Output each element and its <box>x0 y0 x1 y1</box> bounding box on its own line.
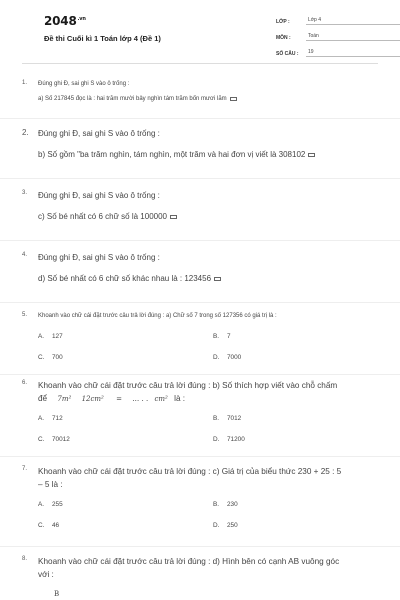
option-key: B. <box>213 333 220 341</box>
option-value: 70012 <box>52 436 70 444</box>
question-prompt: Khoanh vào chữ cái đặt trước câu trả lời đúng : c) Giá trị của biểu thức 230 + 25 : 5 <box>38 467 342 476</box>
option-key: B. <box>213 415 220 423</box>
math-unit: cm² <box>154 394 168 403</box>
option-key: A. <box>38 415 45 423</box>
answer-box[interactable] <box>230 97 237 101</box>
question-1 <box>22 80 380 105</box>
meta-label: LỚP : <box>276 19 290 25</box>
option-c[interactable] <box>38 436 70 443</box>
option-key: D. <box>213 522 220 530</box>
prompt-text: để <box>38 393 48 403</box>
question-divider <box>0 456 400 457</box>
math-equals: = <box>116 394 123 403</box>
meta-label: SỐ CÂU : <box>276 51 299 57</box>
option-value: 230 <box>227 501 238 509</box>
question-number: 3. <box>22 190 28 196</box>
option-value: 46 <box>52 522 60 530</box>
option-value: 7012 <box>227 415 242 423</box>
question-2 <box>22 128 380 162</box>
option-a[interactable] <box>38 333 63 340</box>
statement-text: b) Số gồm "ba trăm nghìn, tám nghìn, một trăm và hai đơn vị viết là 308102 <box>38 150 306 160</box>
meta-label: MÔN : <box>276 35 291 41</box>
question-divider <box>0 240 400 241</box>
option-value: 250 <box>227 522 238 530</box>
option-key: B. <box>213 501 220 509</box>
question-prompt: Đúng ghi Đ, sai ghi S vào ô trống : <box>38 129 160 138</box>
question-6 <box>22 380 380 475</box>
question-number: 8. <box>22 556 28 562</box>
header <box>22 0 378 64</box>
answer-box[interactable] <box>170 215 177 219</box>
question-prompt: Khoanh vào chữ cái đặt trước câu trả lời đúng : b) Số thích hợp viết vào chỗ chấm <box>38 381 338 390</box>
exam-meta <box>276 14 400 62</box>
answer-box[interactable] <box>214 277 221 281</box>
option-b[interactable] <box>213 501 238 508</box>
option-c[interactable] <box>38 354 63 361</box>
question-3 <box>22 190 380 224</box>
question-number: 2. <box>22 128 29 137</box>
option-value: 255 <box>52 501 63 509</box>
option-key: C. <box>38 354 45 362</box>
option-key: D. <box>213 354 220 362</box>
statement-text: d) Số bé nhất có 6 chữ số khác nhau là : 123456 <box>38 274 212 284</box>
option-key: C. <box>38 522 45 530</box>
option-key: D. <box>213 436 220 444</box>
meta-value: 19 <box>306 49 400 57</box>
option-a[interactable] <box>38 415 63 422</box>
question-number: 7. <box>22 466 28 472</box>
question-statement <box>38 149 380 161</box>
math-term: 12cm² <box>81 394 104 403</box>
question-divider <box>0 302 400 303</box>
option-key: A. <box>38 333 45 341</box>
answer-box[interactable] <box>308 153 315 157</box>
option-key: C. <box>38 436 45 444</box>
question-statement <box>38 273 380 285</box>
blank-dots: … . . <box>132 394 149 403</box>
question-number: 5. <box>22 312 28 318</box>
question-prompt: Đúng ghi Đ, sai ghi S vào ô trống : <box>38 253 160 262</box>
logo-suffix: .vn <box>77 16 86 22</box>
site-logo[interactable] <box>44 14 86 28</box>
figure-label: B <box>54 590 60 598</box>
logo-text: 2048 <box>44 14 77 28</box>
question-statement <box>38 211 380 223</box>
question-prompt-line2 <box>38 393 380 406</box>
prompt-text: là : <box>174 393 186 403</box>
question-number: 1. <box>22 80 28 86</box>
option-d[interactable] <box>213 522 238 529</box>
question-divider <box>0 178 400 179</box>
option-d[interactable] <box>213 436 245 443</box>
option-c[interactable] <box>38 522 59 529</box>
question-prompt: Đúng ghi Đ, sai ghi S vào ô trống : <box>38 81 130 87</box>
meta-row-count <box>276 46 400 57</box>
question-divider <box>0 374 400 375</box>
meta-value: Toán <box>306 33 400 41</box>
meta-value: Lớp 4 <box>306 17 400 25</box>
question-number: 4. <box>22 252 28 258</box>
option-d[interactable] <box>213 354 241 361</box>
option-value: 127 <box>52 333 63 341</box>
option-b[interactable] <box>213 415 241 422</box>
option-value: 700 <box>52 354 63 362</box>
header-divider <box>22 63 378 64</box>
meta-row-class <box>276 14 400 25</box>
question-prompt: Khoanh vào chữ cái đặt trước câu trả lời đúng : a) Chữ số 7 trong số 127356 có giá trị là : <box>38 313 277 319</box>
option-value: 7000 <box>227 354 242 362</box>
meta-row-subject <box>276 30 400 41</box>
question-prompt-line2: – 5 là : <box>38 479 63 489</box>
exam-title: Đề thi Cuối kì 1 Toán lớp 4 (Đề 1) <box>44 34 161 43</box>
statement-text: a) Số 217845 đọc là : hai trăm mười bảy nghìn tám trăm bốn mươi lăm <box>38 96 227 103</box>
option-a[interactable] <box>38 501 63 508</box>
question-4 <box>22 252 380 286</box>
option-value: 712 <box>52 415 63 423</box>
option-b[interactable] <box>213 333 231 340</box>
question-prompt-line2: với : <box>38 569 54 579</box>
question-number: 6. <box>22 380 28 386</box>
option-key: A. <box>38 501 45 509</box>
statement-text: c) Số bé nhất có 6 chữ số là 100000 <box>38 212 167 222</box>
question-7 <box>22 466 380 561</box>
question-statement <box>38 95 380 104</box>
answer-options <box>38 501 380 561</box>
option-value: 71200 <box>227 436 245 444</box>
question-prompt: Khoanh vào chữ cái đặt trước câu trả lời đúng : d) Hình bên có cạnh AB vuông góc <box>38 557 340 566</box>
option-value: 7 <box>227 333 231 341</box>
question-prompt: Đúng ghi Đ, sai ghi S vào ô trống : <box>38 191 160 200</box>
math-term: 7m² <box>57 394 72 403</box>
question-8 <box>22 556 380 598</box>
question-divider <box>0 118 400 119</box>
question-divider <box>0 546 400 547</box>
